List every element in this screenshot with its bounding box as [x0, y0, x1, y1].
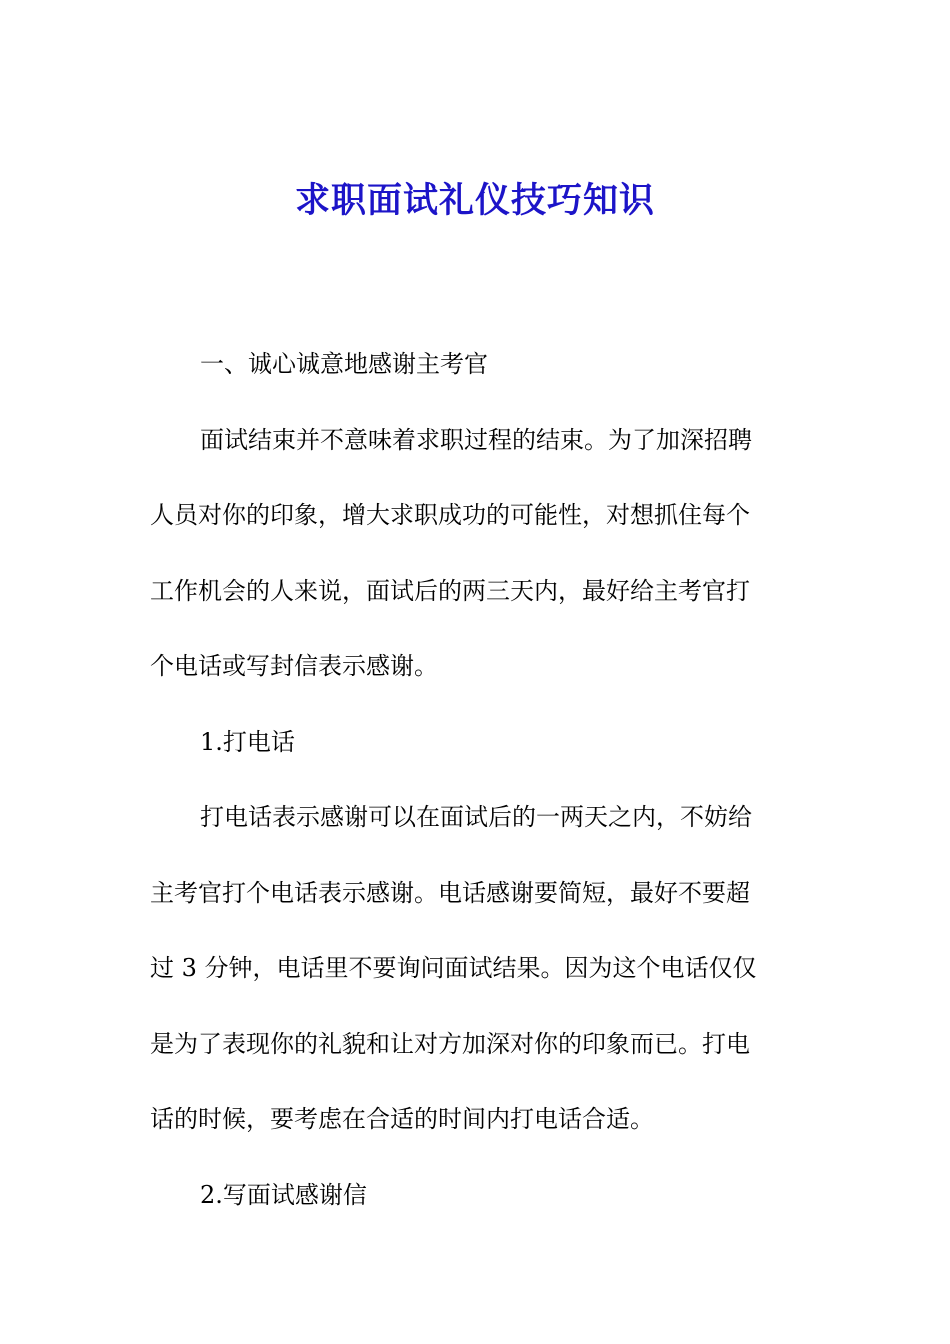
paragraph-line: 人员对你的印象，增大求职成功的可能性，对想抓住每个: [150, 501, 750, 529]
paragraph-line: 是为了表现你的礼貌和让对方加深对你的印象而已。打电: [150, 1029, 750, 1058]
paragraph-line: 面试结束并不意味着求职过程的结束。为了加深招聘: [200, 425, 752, 454]
paragraph-line: 打电话表示感谢可以在面试后的一两天之内，不妨给: [200, 803, 752, 831]
paragraph-line: 过 3 分钟，电话里不要询问面试结果。因为这个电话仅仅: [150, 954, 757, 982]
paragraph-line: 个电话或写封信表示感谢。: [150, 652, 438, 680]
paragraph-line: 主考官打个电话表示感谢。电话感谢要简短，最好不要超: [150, 878, 750, 907]
section-heading: 1.打电话: [200, 727, 295, 756]
section-heading: 2.写面试感谢信: [200, 1180, 367, 1209]
document-title: 求职面试礼仪技巧知识: [294, 180, 655, 221]
document-body: [150, 327, 790, 1233]
section-heading: 一、诚心诚意地感谢主考官: [200, 350, 488, 378]
paragraph-line: 工作机会的人来说，面试后的两三天内，最好给主考官打: [150, 576, 750, 605]
paragraph-line: 话的时候，要考虑在合适的时间内打电话合适。: [150, 1105, 654, 1133]
